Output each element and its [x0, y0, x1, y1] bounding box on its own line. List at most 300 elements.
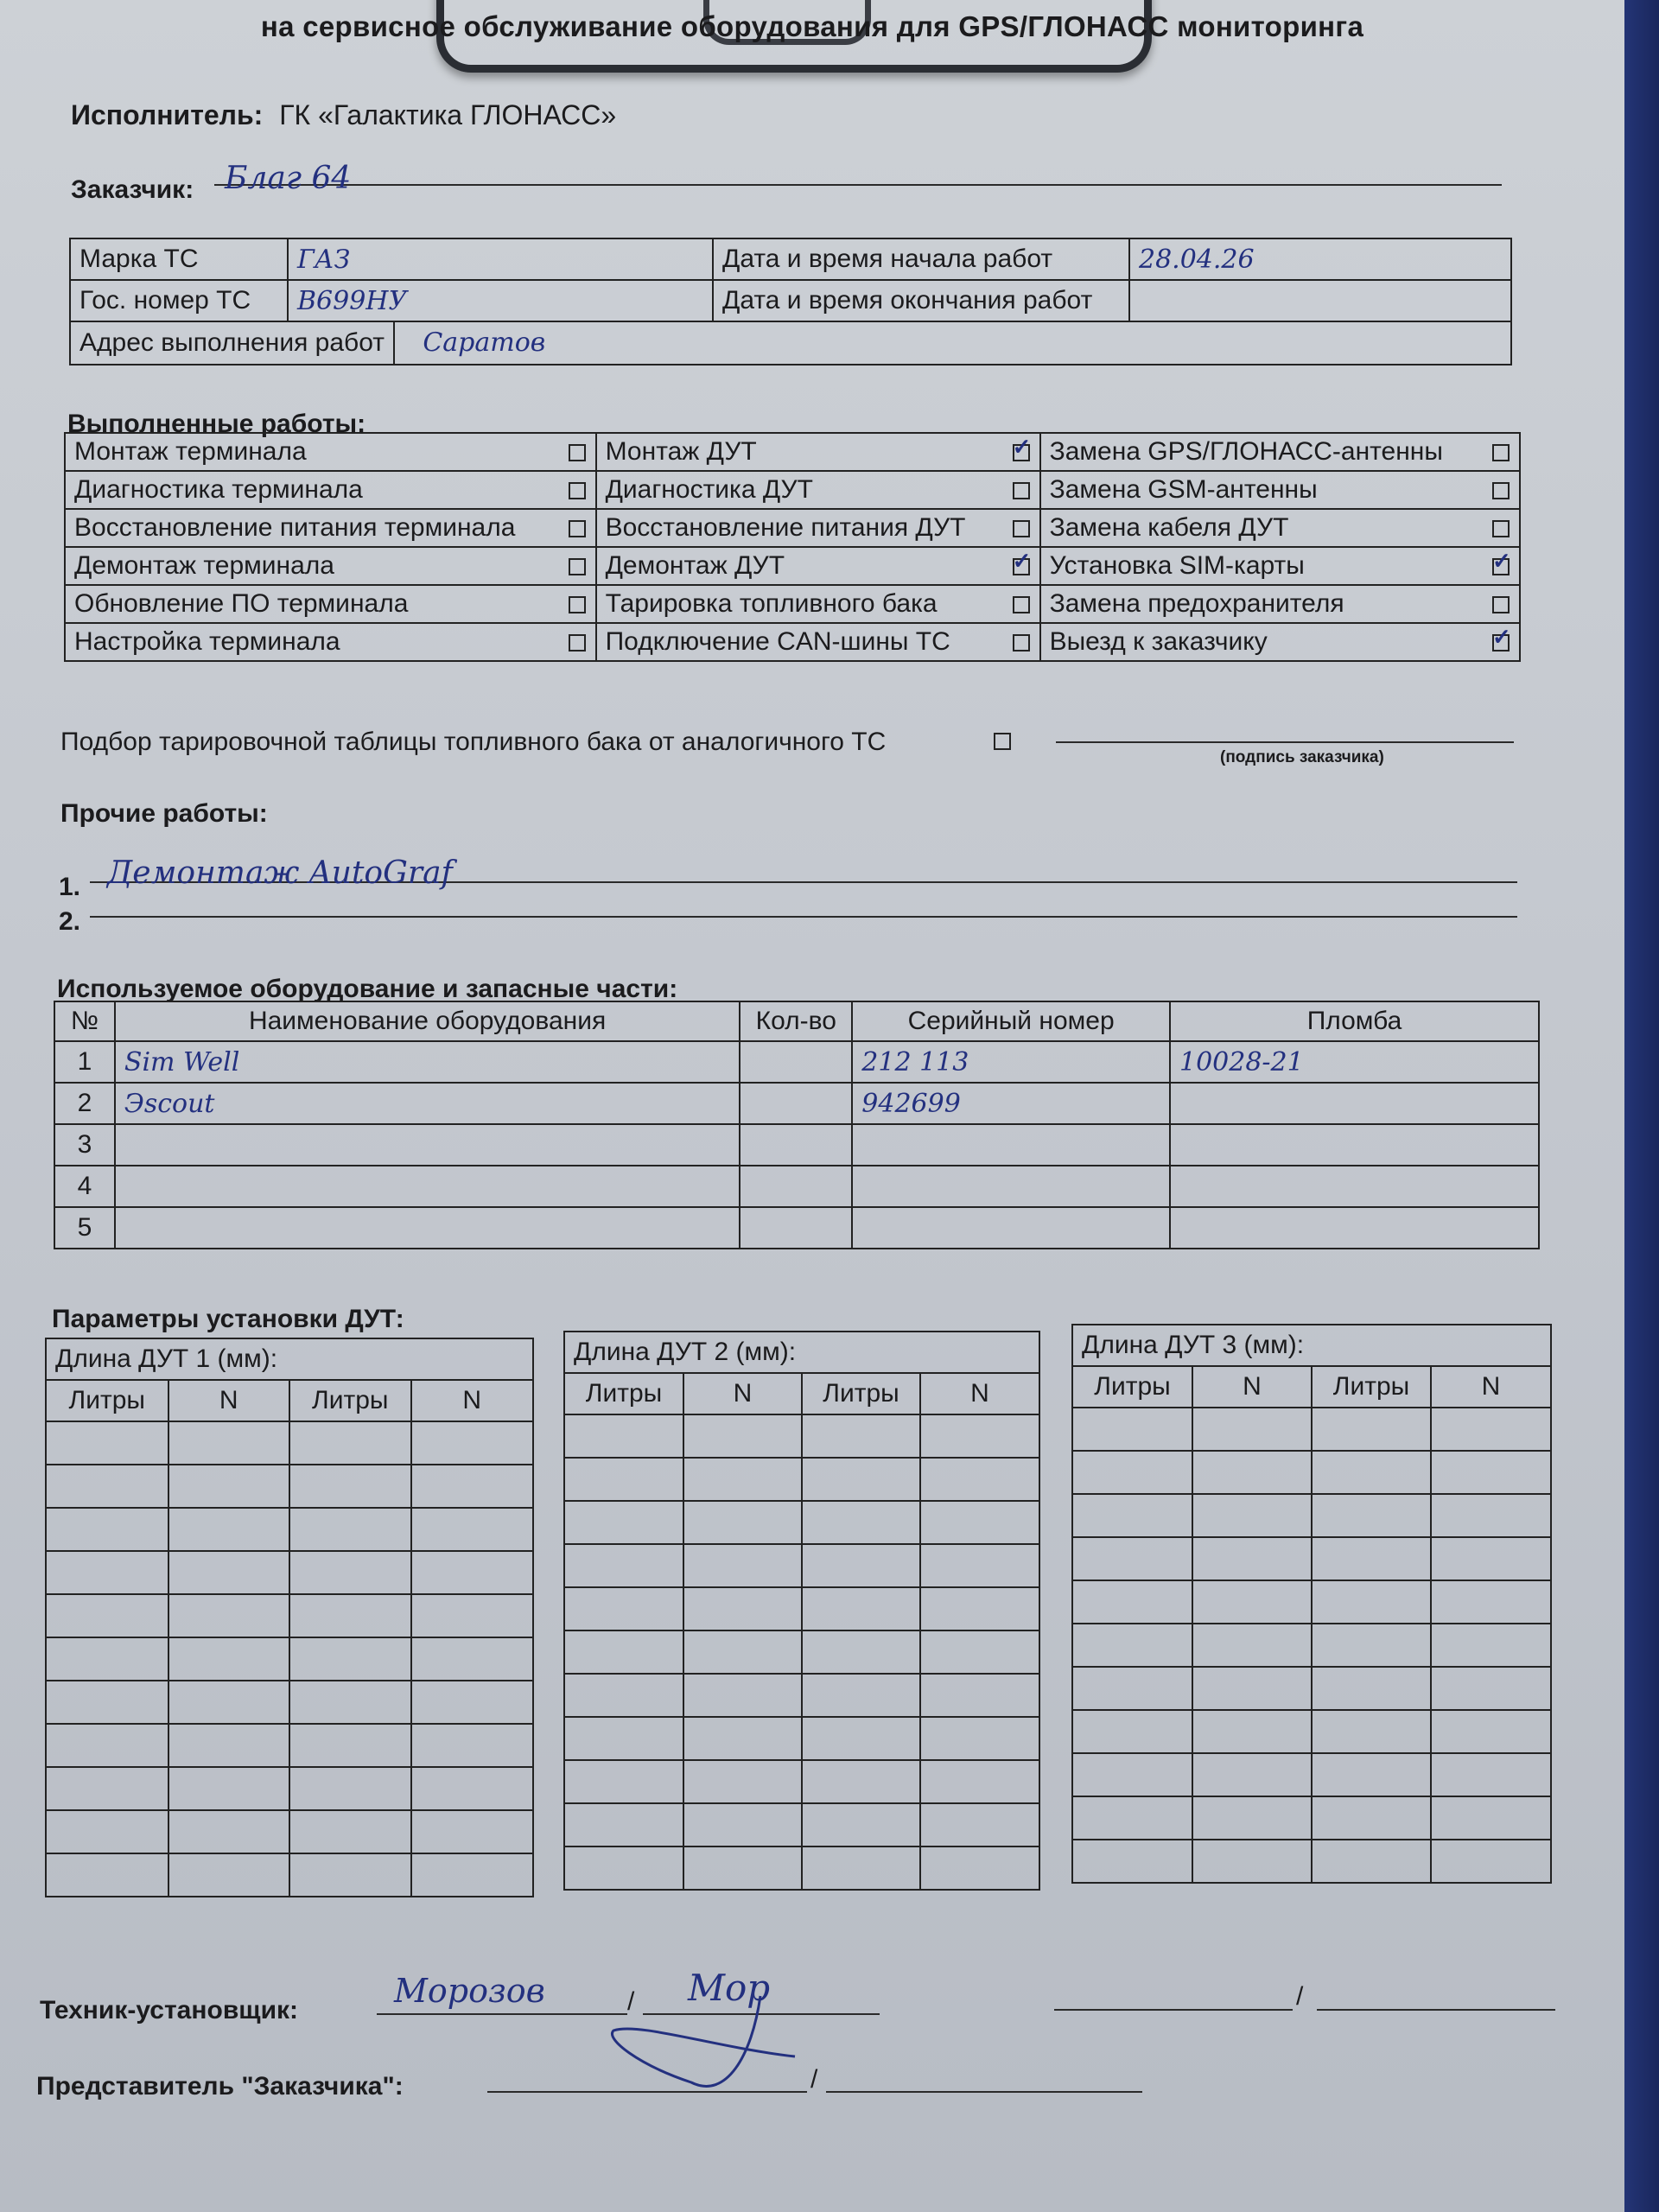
equipment-row — [54, 1083, 1539, 1124]
dut-cell[interactable] — [168, 1508, 290, 1551]
equipment-header-cell: Пломба — [1170, 1001, 1539, 1041]
dut-row — [565, 1760, 1039, 1803]
works-row — [65, 509, 1520, 547]
equipment-header-cell: № — [54, 1001, 115, 1041]
dut-cell[interactable] — [1073, 1494, 1192, 1537]
dut-cell[interactable] — [411, 1853, 533, 1896]
work-checkbox[interactable] — [1492, 482, 1510, 499]
work-checkbox-cell — [559, 547, 596, 585]
work-label: Восстановление питания ДУТ — [596, 509, 1003, 547]
dut-header-cell: N — [411, 1381, 533, 1421]
equipment-cell — [740, 1207, 852, 1249]
dut-cell[interactable] — [1192, 1667, 1312, 1710]
dut-cell[interactable] — [1192, 1408, 1312, 1451]
dut-cell[interactable] — [683, 1674, 802, 1717]
dut-cell[interactable] — [1192, 1753, 1312, 1796]
work-label: Обновление ПО терминала — [65, 585, 559, 623]
dut-cell[interactable] — [168, 1594, 290, 1637]
dut-cell[interactable] — [1073, 1580, 1192, 1624]
tech-label: Техник-установщик: — [40, 1996, 299, 2024]
customer-value: Благ 64 — [225, 161, 352, 196]
dut-cell[interactable] — [565, 1414, 683, 1458]
tech2-sign-line — [1317, 2009, 1555, 2011]
equipment-row — [54, 1166, 1539, 1207]
dut-cell[interactable] — [1073, 1537, 1192, 1580]
dut-cell[interactable] — [1073, 1710, 1192, 1753]
dut-cell[interactable] — [289, 1508, 411, 1551]
work-checkbox-cell — [1003, 433, 1040, 471]
customer-label: Заказчик: — [71, 175, 194, 204]
dut-cell[interactable] — [920, 1414, 1039, 1458]
equipment-cell: Эscout — [115, 1083, 740, 1124]
equipment-cell — [115, 1166, 740, 1207]
work-label: Настройка терминала — [65, 623, 559, 661]
dut-cell[interactable] — [1431, 1537, 1550, 1580]
equipment-cell — [115, 1207, 740, 1249]
dut-row — [47, 1853, 532, 1896]
equipment-cell — [1170, 1124, 1539, 1166]
dut-cell[interactable] — [1431, 1408, 1550, 1451]
work-label: Установка SIM-карты — [1040, 547, 1483, 585]
dut-row — [1073, 1796, 1550, 1840]
dut-cell[interactable] — [1073, 1408, 1192, 1451]
customer-underline — [214, 184, 1502, 186]
equipment-header-cell: Серийный номер — [852, 1001, 1170, 1041]
dut-cell[interactable] — [168, 1853, 290, 1896]
dut-cell[interactable] — [1431, 1580, 1550, 1624]
equipment-header-row — [54, 1001, 1539, 1041]
dut-cell[interactable] — [1431, 1796, 1550, 1840]
work-checkbox[interactable] — [1013, 520, 1030, 537]
equipment-row — [54, 1041, 1539, 1083]
work-label: Демонтаж ДУТ — [596, 547, 1003, 585]
dut-row — [47, 1551, 532, 1594]
equipment-cell: 10028-21 — [1170, 1041, 1539, 1083]
tariff-sign-line — [1056, 741, 1514, 743]
dut-cell[interactable] — [683, 1414, 802, 1458]
dut-cell[interactable] — [565, 1803, 683, 1847]
equipment-cell — [852, 1207, 1170, 1249]
dut-cell[interactable] — [411, 1724, 533, 1767]
dut-cell[interactable] — [47, 1421, 168, 1465]
dut-row — [565, 1458, 1039, 1501]
dut-cell[interactable] — [47, 1465, 168, 1508]
dut-cell[interactable] — [920, 1544, 1039, 1587]
dut-row — [47, 1724, 532, 1767]
dut-cell[interactable] — [1431, 1624, 1550, 1667]
dut-table-title: Длина ДУТ 1 (мм): — [47, 1339, 532, 1381]
vehicle-table — [69, 238, 1512, 365]
dut-cell[interactable] — [168, 1767, 290, 1810]
dut-cell[interactable] — [1312, 1796, 1431, 1840]
dut-cell[interactable] — [920, 1587, 1039, 1630]
dut-cell[interactable] — [289, 1421, 411, 1465]
dut-cell[interactable] — [1431, 1494, 1550, 1537]
dut-cell[interactable] — [802, 1847, 920, 1889]
dut-cell[interactable] — [920, 1674, 1039, 1717]
dut-cell[interactable] — [411, 1465, 533, 1508]
work-label: Подключение CAN-шины ТС — [596, 623, 1003, 661]
dut-cell[interactable] — [683, 1587, 802, 1630]
rep-sign-line — [826, 2091, 1142, 2093]
dut-cell[interactable] — [802, 1414, 920, 1458]
dut-cell[interactable] — [920, 1717, 1039, 1760]
dut-row — [47, 1810, 532, 1853]
dut-cell[interactable] — [565, 1501, 683, 1544]
dut-cell[interactable] — [47, 1551, 168, 1594]
works-row — [65, 623, 1520, 661]
dut-cell[interactable] — [1431, 1667, 1550, 1710]
tech-signature: Мор — [688, 1967, 771, 2009]
dut-cell[interactable] — [289, 1767, 411, 1810]
equipment-cell: 942699 — [852, 1083, 1170, 1124]
rep-name-line — [487, 2091, 807, 2093]
dut-cell[interactable] — [1431, 1840, 1550, 1882]
dut-row — [1073, 1408, 1550, 1451]
dut-cell[interactable] — [1073, 1796, 1192, 1840]
equipment-cell — [852, 1166, 1170, 1207]
work-checkbox-cell — [1003, 547, 1040, 585]
dut-cell[interactable] — [683, 1458, 802, 1501]
dut-row — [47, 1421, 532, 1465]
work-checkbox-cell — [1483, 509, 1520, 547]
dut-cell[interactable] — [683, 1847, 802, 1889]
work-checkbox[interactable] — [1492, 634, 1510, 652]
works-row — [65, 585, 1520, 623]
work-checkbox[interactable] — [569, 634, 586, 652]
work-checkbox[interactable] — [569, 558, 586, 575]
dut-cell[interactable] — [1192, 1840, 1312, 1882]
other-item-2-line — [90, 916, 1517, 918]
dut-cell[interactable] — [1073, 1451, 1192, 1494]
work-checkbox-cell — [1003, 585, 1040, 623]
dut-cell[interactable] — [802, 1544, 920, 1587]
dut-cell[interactable] — [168, 1637, 290, 1681]
dut-cell[interactable] — [802, 1717, 920, 1760]
dut-cell[interactable] — [47, 1810, 168, 1853]
equipment-cell — [740, 1124, 852, 1166]
rep-slash: / — [810, 2065, 818, 2094]
dut-cell[interactable] — [411, 1810, 533, 1853]
dut-cell[interactable] — [168, 1681, 290, 1724]
dut-cell[interactable] — [47, 1853, 168, 1896]
dut-cell[interactable] — [411, 1637, 533, 1681]
dut-cell[interactable] — [920, 1501, 1039, 1544]
equipment-header-cell: Кол-во — [740, 1001, 852, 1041]
dut-table-3 — [1071, 1324, 1552, 1884]
dut-row — [565, 1587, 1039, 1630]
equipment-row — [54, 1207, 1539, 1249]
dut-cell[interactable] — [565, 1544, 683, 1587]
dut-row — [47, 1681, 532, 1724]
work-label: Замена GPS/ГЛОНАСС-антенны — [1040, 433, 1483, 471]
plate-label: Гос. номер ТС — [70, 280, 288, 321]
equipment-cell — [740, 1166, 852, 1207]
equipment-index: 2 — [54, 1083, 115, 1124]
work-checkbox-cell — [1483, 585, 1520, 623]
works-title: Выполненные работы: — [67, 410, 366, 438]
work-checkbox[interactable] — [1492, 520, 1510, 537]
dut-row — [565, 1630, 1039, 1674]
work-label: Монтаж ДУТ — [596, 433, 1003, 471]
work-checkbox[interactable] — [1013, 558, 1030, 575]
dut-cell[interactable] — [683, 1717, 802, 1760]
work-checkbox-cell — [559, 623, 596, 661]
dut-cell[interactable] — [802, 1803, 920, 1847]
work-checkbox-cell — [1483, 433, 1520, 471]
works-table — [64, 432, 1521, 662]
dut-row — [565, 1674, 1039, 1717]
dut-row — [47, 1767, 532, 1810]
dut-row — [1073, 1840, 1550, 1882]
work-label: Диагностика ДУТ — [596, 471, 1003, 509]
works-row — [65, 471, 1520, 509]
work-checkbox-cell — [1003, 471, 1040, 509]
dut-row — [565, 1544, 1039, 1587]
dut-cell[interactable] — [1312, 1624, 1431, 1667]
work-checkbox-cell — [1003, 509, 1040, 547]
tech2-name-line — [1054, 2009, 1293, 2011]
work-checkbox-cell — [1483, 471, 1520, 509]
equipment-cell — [1170, 1207, 1539, 1249]
dut-cell[interactable] — [1312, 1580, 1431, 1624]
works-row — [65, 433, 1520, 471]
dut-cell[interactable] — [168, 1465, 290, 1508]
equipment-index: 1 — [54, 1041, 115, 1083]
dut-table-2 — [563, 1331, 1040, 1891]
work-checkbox-cell — [1483, 547, 1520, 585]
dut-row — [1073, 1753, 1550, 1796]
other-works-title: Прочие работы: — [60, 799, 268, 828]
dut-row — [47, 1465, 532, 1508]
rep-label: Представитель "Заказчика": — [36, 2072, 404, 2101]
dut-cell[interactable] — [802, 1458, 920, 1501]
dut-cell[interactable] — [289, 1551, 411, 1594]
dut-cell[interactable] — [168, 1421, 290, 1465]
dut-header-cell: Литры — [1312, 1367, 1431, 1408]
work-checkbox[interactable] — [1013, 444, 1030, 461]
dut-cell[interactable] — [411, 1681, 533, 1724]
dut-cell[interactable] — [289, 1681, 411, 1724]
dut-table-title: Длина ДУТ 2 (мм): — [565, 1332, 1039, 1374]
tech-name: Морозов — [394, 1972, 545, 2010]
dut-cell[interactable] — [411, 1508, 533, 1551]
dut-row — [565, 1803, 1039, 1847]
dut-row — [565, 1414, 1039, 1458]
dut-cell[interactable] — [565, 1587, 683, 1630]
works-row — [65, 547, 1520, 585]
equipment-cell — [740, 1041, 852, 1083]
dut-row — [1073, 1580, 1550, 1624]
address-label: Адрес выполнения работ — [71, 322, 395, 364]
dut-header-cell: N — [920, 1374, 1039, 1414]
dut-cell[interactable] — [47, 1767, 168, 1810]
start-value: 28.04.26 — [1129, 238, 1511, 280]
dut-row — [1073, 1710, 1550, 1753]
work-label: Замена GSM-антенны — [1040, 471, 1483, 509]
work-checkbox[interactable] — [1492, 596, 1510, 613]
dut-cell[interactable] — [683, 1501, 802, 1544]
equipment-header-cell: Наименование оборудования — [115, 1001, 740, 1041]
dut-cell[interactable] — [920, 1847, 1039, 1889]
equipment-cell — [740, 1083, 852, 1124]
dut-cell[interactable] — [802, 1760, 920, 1803]
dut-cell[interactable] — [683, 1760, 802, 1803]
work-checkbox-cell — [559, 433, 596, 471]
dut-cell[interactable] — [1192, 1580, 1312, 1624]
dut-cell[interactable] — [920, 1458, 1039, 1501]
dut-cell[interactable] — [565, 1458, 683, 1501]
dut-cell[interactable] — [289, 1637, 411, 1681]
work-checkbox[interactable] — [569, 444, 586, 461]
tariff-label: Подбор тарировочной таблицы топливного бака от аналогичного ТС — [60, 728, 887, 756]
dut-cell[interactable] — [683, 1803, 802, 1847]
work-checkbox[interactable] — [1013, 634, 1030, 652]
dut-header-cell: N — [168, 1381, 290, 1421]
dut-cell[interactable] — [47, 1508, 168, 1551]
dut-cell[interactable] — [47, 1594, 168, 1637]
dut-header-cell: N — [683, 1374, 802, 1414]
dut-cell[interactable] — [47, 1681, 168, 1724]
dut-cell[interactable] — [802, 1501, 920, 1544]
dut-cell[interactable] — [1192, 1624, 1312, 1667]
dut-cell[interactable] — [1192, 1710, 1312, 1753]
dut-cell[interactable] — [411, 1421, 533, 1465]
equipment-row — [54, 1124, 1539, 1166]
start-label: Дата и время начала работ — [713, 238, 1129, 280]
dut-cell[interactable] — [1312, 1408, 1431, 1451]
dut-header-cell: Литры — [1073, 1367, 1192, 1408]
dut-header-cell: Литры — [47, 1381, 168, 1421]
dut-cell[interactable] — [47, 1724, 168, 1767]
dut-cell[interactable] — [289, 1594, 411, 1637]
dut-cell[interactable] — [1312, 1451, 1431, 1494]
dut-cell[interactable] — [289, 1810, 411, 1853]
work-checkbox[interactable] — [569, 520, 586, 537]
dut-cell[interactable] — [1192, 1537, 1312, 1580]
dut-cell[interactable] — [683, 1630, 802, 1674]
dut-cell[interactable] — [411, 1767, 533, 1810]
dut-cell[interactable] — [1073, 1840, 1192, 1882]
executor-value: ГК «Галактика ГЛОНАСС» — [279, 99, 617, 130]
equipment-cell — [852, 1124, 1170, 1166]
dut-cell[interactable] — [1192, 1796, 1312, 1840]
dut-cell[interactable] — [565, 1847, 683, 1889]
dut-cell[interactable] — [1073, 1624, 1192, 1667]
dut-row — [1073, 1494, 1550, 1537]
executor-label: Исполнитель: — [71, 99, 264, 130]
dut-cell[interactable] — [565, 1630, 683, 1674]
dut-cell[interactable] — [920, 1803, 1039, 1847]
dut-cell[interactable] — [1312, 1494, 1431, 1537]
dut-cell[interactable] — [565, 1760, 683, 1803]
dut-cell[interactable] — [411, 1551, 533, 1594]
equipment-index: 3 — [54, 1124, 115, 1166]
dut-cell[interactable] — [1431, 1710, 1550, 1753]
dut-cell[interactable] — [1431, 1451, 1550, 1494]
dut-cell[interactable] — [802, 1587, 920, 1630]
dut-cell[interactable] — [802, 1630, 920, 1674]
dut-cell[interactable] — [1192, 1494, 1312, 1537]
dut-row — [565, 1501, 1039, 1544]
work-checkbox[interactable] — [569, 482, 586, 499]
work-label: Тарировка топливного бака — [596, 585, 1003, 623]
brand-label: Марка ТС — [70, 238, 288, 280]
dut-title: Параметры установки ДУТ: — [52, 1305, 404, 1333]
work-label: Диагностика терминала — [65, 471, 559, 509]
dut-cell[interactable] — [1312, 1710, 1431, 1753]
dut-table-title: Длина ДУТ 3 (мм): — [1073, 1325, 1550, 1367]
dut-cell[interactable] — [289, 1724, 411, 1767]
dut-cell[interactable] — [1073, 1753, 1192, 1796]
dut-row — [565, 1847, 1039, 1889]
dut-cell[interactable] — [289, 1853, 411, 1896]
dut-cell[interactable] — [168, 1724, 290, 1767]
other-item-2-num: 2. — [59, 907, 81, 936]
equipment-title: Используемое оборудование и запасные части: — [57, 975, 678, 1003]
work-checkbox[interactable] — [569, 596, 586, 613]
work-checkbox[interactable] — [1492, 444, 1510, 461]
work-checkbox-cell — [559, 471, 596, 509]
executor-line — [71, 99, 616, 131]
dut-cell[interactable] — [1312, 1753, 1431, 1796]
tech-slash: / — [627, 1987, 635, 2016]
work-label: Восстановление питания терминала — [65, 509, 559, 547]
dut-cell[interactable] — [683, 1544, 802, 1587]
equipment-table — [54, 1001, 1540, 1249]
equipment-index: 4 — [54, 1166, 115, 1207]
dut-cell[interactable] — [289, 1465, 411, 1508]
tariff-checkbox[interactable] — [994, 733, 1011, 750]
dut-cell[interactable] — [1312, 1840, 1431, 1882]
tariff-sign-caption: (подпись заказчика) — [1220, 748, 1384, 766]
work-checkbox[interactable] — [1492, 558, 1510, 575]
dut-row — [1073, 1624, 1550, 1667]
dut-cell[interactable] — [565, 1674, 683, 1717]
dut-row — [1073, 1451, 1550, 1494]
dut-cell[interactable] — [565, 1717, 683, 1760]
dut-cell[interactable] — [802, 1674, 920, 1717]
work-label: Выезд к заказчику — [1040, 623, 1483, 661]
tech2-slash: / — [1296, 1982, 1304, 2011]
dut-header-cell: N — [1192, 1367, 1312, 1408]
end-label: Дата и время окончания работ — [713, 280, 1129, 321]
document-title: на сервисное обслуживание оборудования для GPS/ГЛОНАСС мониторинга — [260, 10, 1364, 42]
dut-header-cell: Литры — [802, 1374, 920, 1414]
dut-cell[interactable] — [411, 1594, 533, 1637]
dut-header-cell: Литры — [289, 1381, 411, 1421]
work-checkbox[interactable] — [1013, 596, 1030, 613]
work-checkbox-cell — [559, 509, 596, 547]
dut-cell[interactable] — [168, 1810, 290, 1853]
dut-cell[interactable] — [1312, 1537, 1431, 1580]
dut-cell[interactable] — [1312, 1667, 1431, 1710]
dut-cell[interactable] — [168, 1551, 290, 1594]
dut-cell[interactable] — [1192, 1451, 1312, 1494]
dut-cell[interactable] — [1073, 1667, 1192, 1710]
dut-cell[interactable] — [920, 1630, 1039, 1674]
dut-cell[interactable] — [920, 1760, 1039, 1803]
work-label: Демонтаж терминала — [65, 547, 559, 585]
dut-header-cell: Литры — [565, 1374, 683, 1414]
dut-cell[interactable] — [1431, 1753, 1550, 1796]
signature-flourish — [588, 1987, 812, 2117]
other-item-1-num: 1. — [59, 873, 81, 901]
dut-cell[interactable] — [47, 1637, 168, 1681]
work-checkbox[interactable] — [1013, 482, 1030, 499]
plate-value: В699НУ — [288, 280, 713, 321]
address-value: Саратов — [423, 327, 546, 358]
